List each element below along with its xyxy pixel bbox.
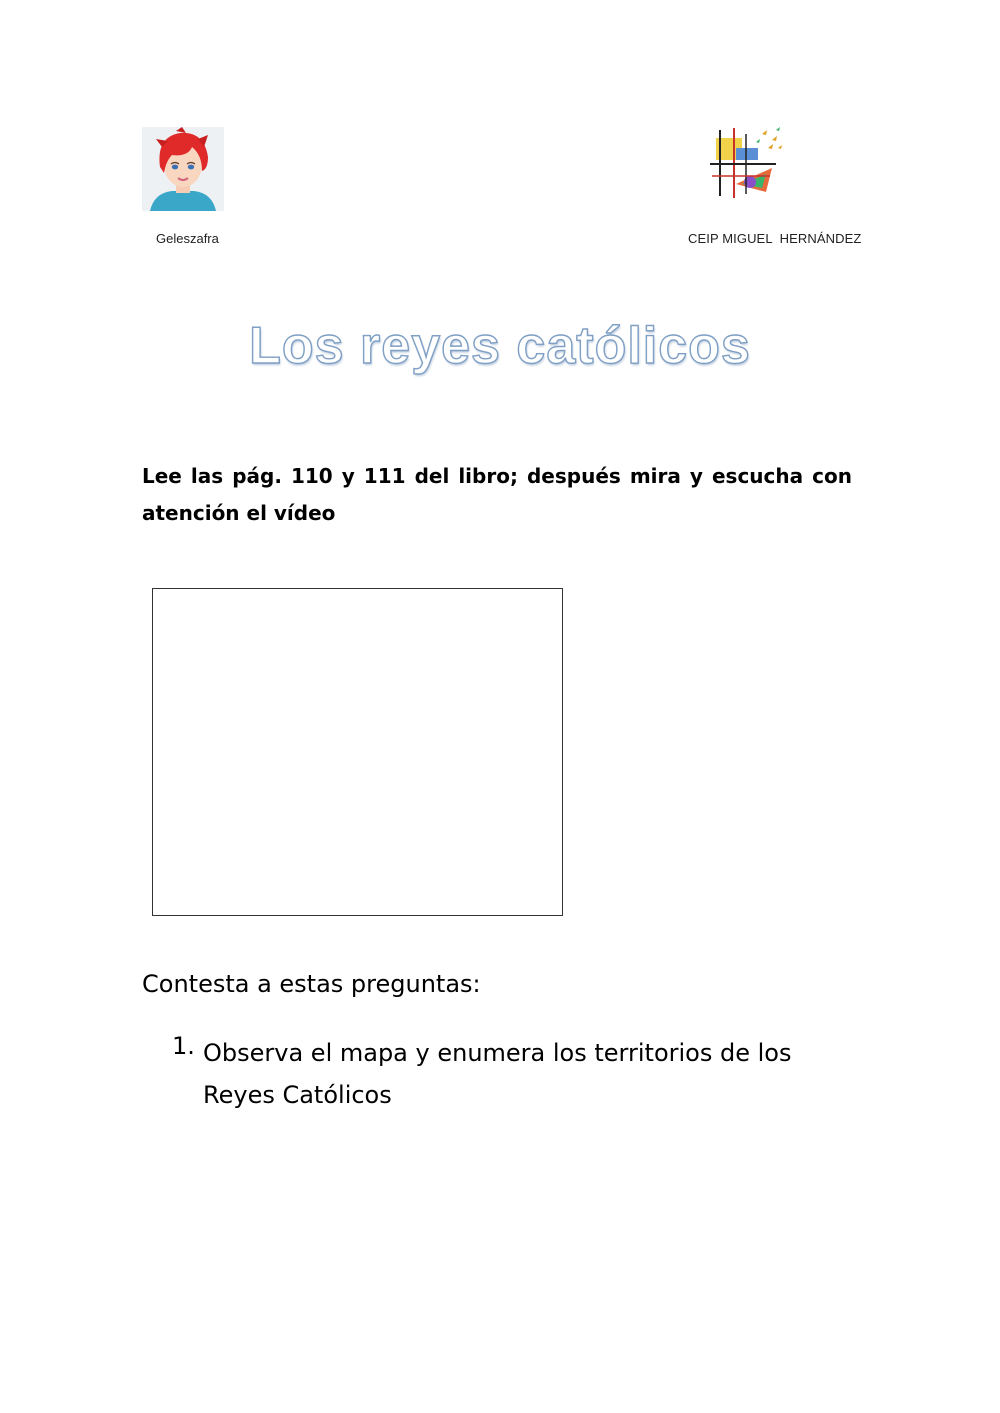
school-abstract-logo-icon <box>706 124 788 202</box>
page-title: Los reyes católicos <box>249 317 751 375</box>
author-caption: Geleszafra <box>156 231 219 246</box>
author-avatar <box>142 127 224 211</box>
question-number: 1. <box>172 1032 195 1060</box>
instructions-text: Lee las pág. 110 y 111 del libro; después mira y escucha con atención el vídeo <box>142 464 852 525</box>
questions-prompt: Contesta a estas preguntas: <box>142 970 481 998</box>
cartoon-girl-avatar-icon <box>142 127 224 211</box>
question-text: Observa el mapa y enumera los territorios de los Reyes Católicos <box>203 1039 792 1109</box>
video-placeholder[interactable] <box>152 588 563 916</box>
school-logo <box>706 124 788 202</box>
school-caption: CEIP MIGUEL HERNÁNDEZ <box>688 231 862 246</box>
